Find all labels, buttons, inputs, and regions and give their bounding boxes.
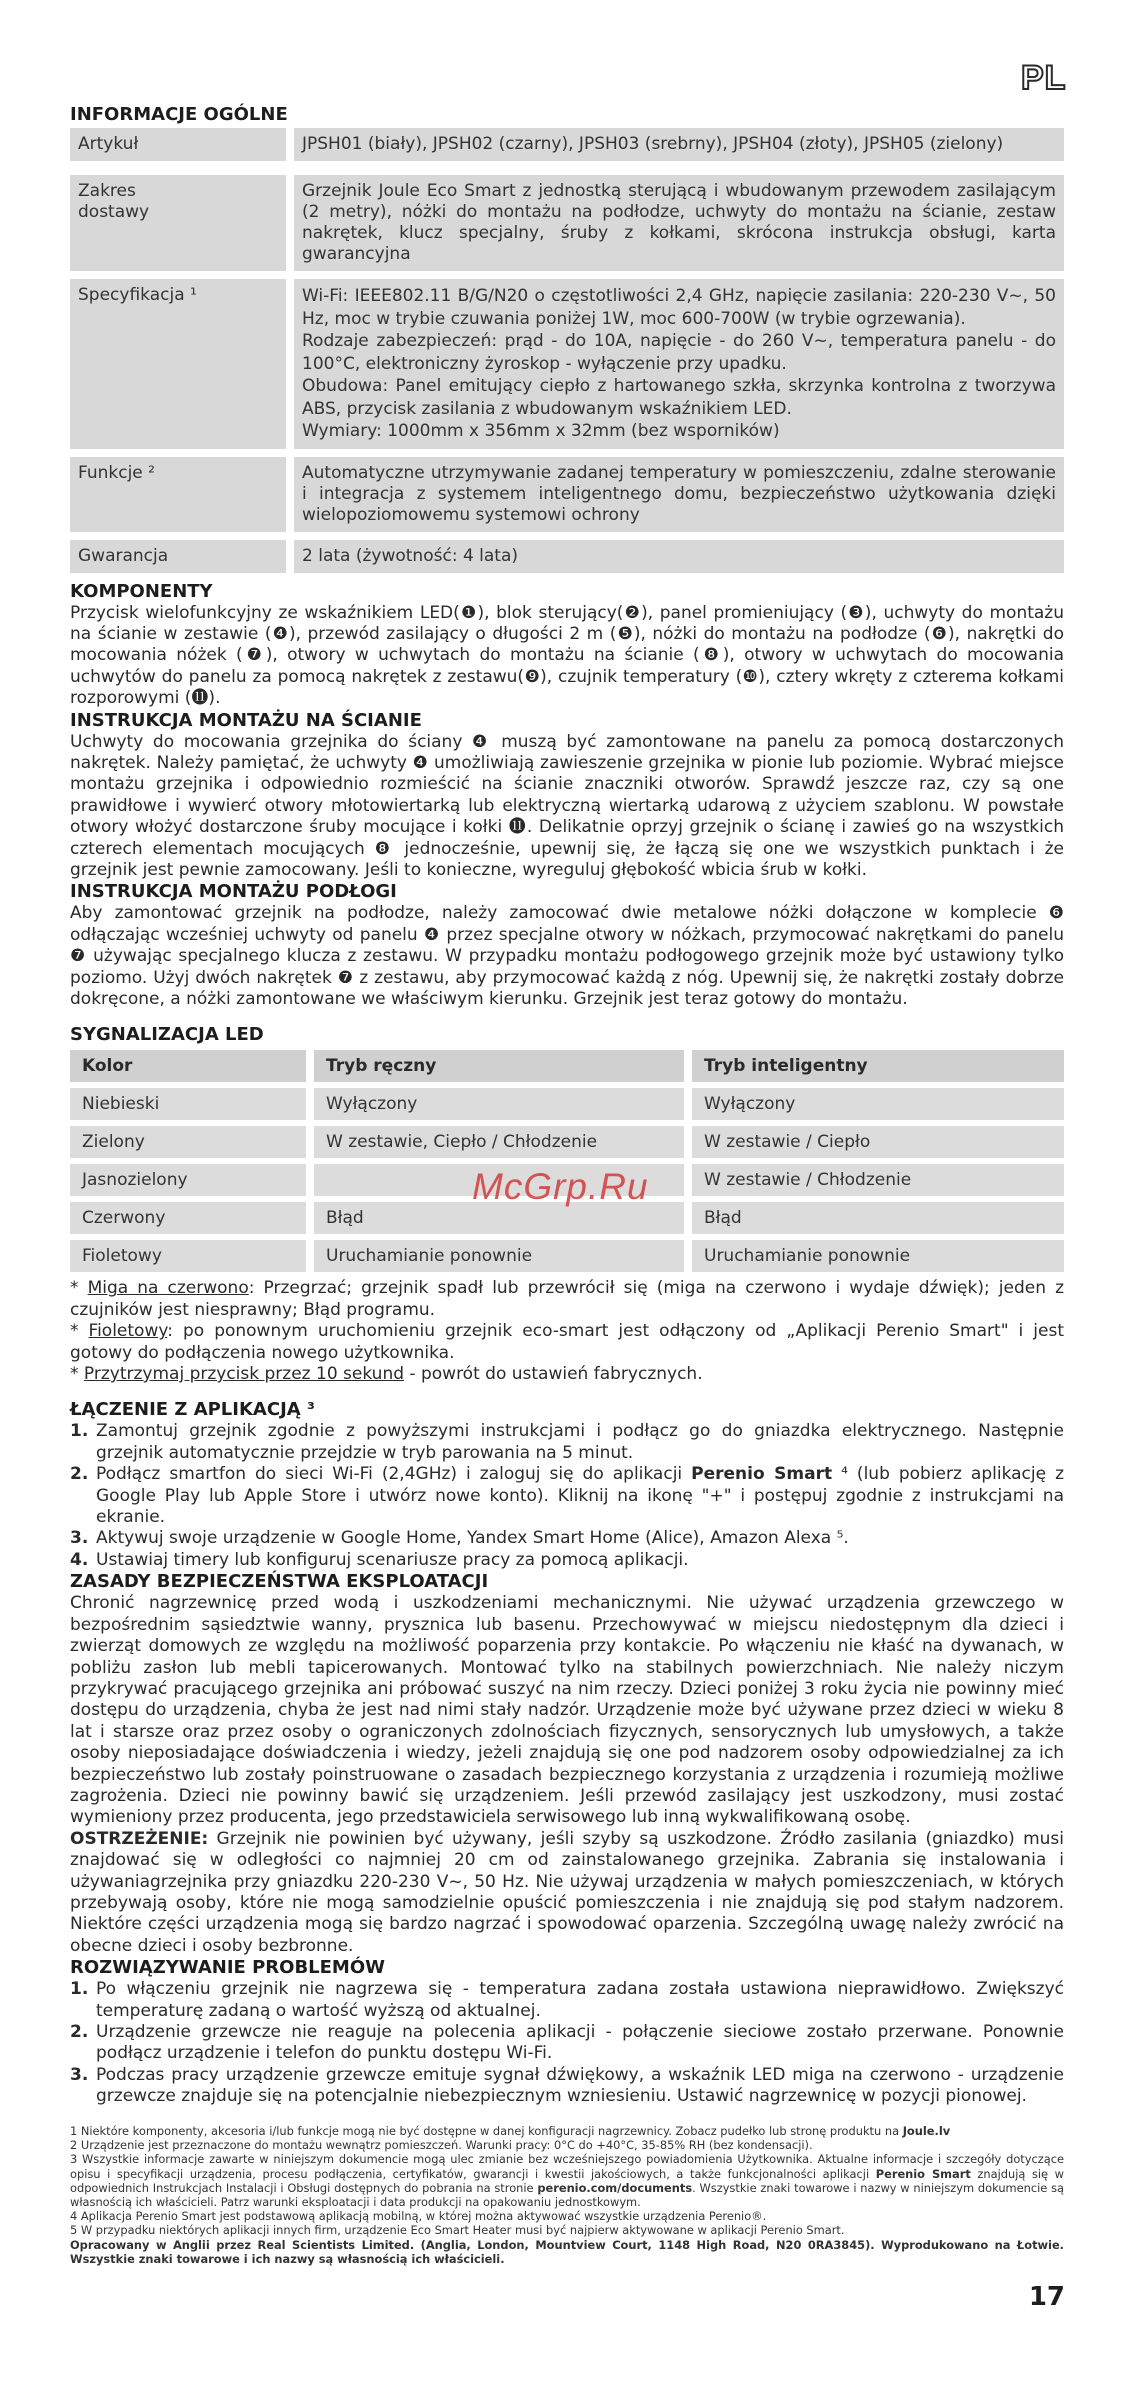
list-item: 2. Podłącz smartfon do sieci Wi-Fi (2,4GHz) i zaloguj się do aplikacji Perenio Smart ⁴ (lub pobierz aplikację z Google Play lub Apple Store i utwórz nowe konto). Kliknij na ikonę "+" i postępuj zgodnie z instrukcjami na ekranie. <box>70 1464 1065 1528</box>
cell-smart: W zestawie / Chłodzenie <box>692 1164 1064 1196</box>
list-item: 2. Urządzenie grzewcze nie reaguje na polecenia aplikacji - połączenie sieciowe zostało przerwane. Ponownie podłącz urządzenie i telefon do punktu dostępu Wi-Fi. <box>70 2022 1064 2064</box>
components-heading: KOMPONENTY <box>70 580 213 602</box>
led-note-reset: * Przytrzymaj przycisk przez 10 sekund - powrót do ustawień fabrycznych. <box>70 1364 703 1385</box>
led-table-header <box>70 1050 1064 1082</box>
info-value: Wi-Fi: IEEE802.11 B/G/N20 o częstotliwości 2,4 GHz, napięcie zasilania: 220-230 V~, 50 Hz, moc w trybie czuwania poniżej 1W, moc 600-700W (w trybie ogrzewania). Rodzaje zabezpieczeń: prąd - do 10A, napięcie - do 260 V~, temperatura panelu - do 100°C, elektroniczny żyroskop - wyłączenie przy upadku. Obudowa: Panel emitujący ciepło z hartowanego szkła, skrzynka kontrolna z tworzywa ABS, przycisk zasilania z wbudowanym wskaźnikiem LED. Wymiary: 1000mm x 356mm x 32mm (bez wsporników) <box>294 279 1064 449</box>
info-value: Automatyczne utrzymywanie zadanej temperatury w pomieszczeniu, zdalne sterowanie i integracja z systemem inteligentnego domu, bezpieczeństwo użytkowania dzięki wielopoziomowemu systemowi ochrony <box>294 457 1064 532</box>
cell-smart: Błąd <box>692 1202 1064 1234</box>
cell-manual: W zestawie, Ciepło / Chłodzenie <box>314 1126 684 1158</box>
info-row-functions <box>70 457 1064 532</box>
table-row <box>70 1126 1064 1158</box>
led-note-red: * Miga na czerwono: Przegrzać; grzejnik spadł lub przewrócił się (miga na czerwono i wydaje dźwięk); jeden z czujników jest niesprawny; Błąd programu. <box>70 1278 1065 1320</box>
cell-manual: Wyłączony <box>314 1088 684 1120</box>
list-item: 1. Po włączeniu grzejnik nie nagrzewa się - temperatura zadana została ustawiona nieprawidłowo. Zwiększyć temperaturę zadaną o wartość wyższą od aktualnej. <box>70 1979 1064 2021</box>
floor-mount-heading: INSTRUKCJA MONTAŻU PODŁOGI <box>70 881 397 903</box>
cell-smart: Wyłączony <box>692 1088 1064 1120</box>
list-item: 1. Zamontuj grzejnik zgodnie z powyższymi instrukcjami i podłącz go do gniazdka elektrycznego. Następnie grzejnik automatycznie przejdzie w tryb parowania na 5 minut. <box>70 1421 1064 1463</box>
components-text: Przycisk wielofunkcyjny ze wskaźnikiem LED(❶), blok sterujący(❷), panel promieniujący (❸), uchwyty do montażu na ścianie w zestawie (❹), przewód zasilający o długości 2 m (❺), nóżki do montażu na podłodze (❻), nakrętki do mocowania nóżek (❼), otwory w uchwytach do montażu na ścianie (❽), otwory w uchwytach do mocowania uchwytów do panelu za pomocą nakrętek z zestawu(❾), czujnik temperatury (❿), cztery wkręty z czterema kołkami rozporowymi (⓫). <box>70 602 1064 709</box>
led-heading: SYGNALIZACJA LED <box>70 1024 264 1046</box>
led-table <box>70 1044 1064 1278</box>
list-item: 3. Aktywuj swoje urządzenie w Google Home, Yandex Smart Home (Alice), Amazon Alexa ⁵. <box>70 1528 849 1549</box>
table-row <box>70 1088 1064 1120</box>
floor-mount-text: Aby zamontować grzejnik na podłodze, należy zamocować dwie metalowe nóżki dołączone w komplecie ❻ odłączając wcześniej uchwyty od panelu ❹ przez specjalne otwory w nóżkach, przymocować nakrętkami do panelu ❼ używając specjalnego klucza z zestawu. W przypadku montażu podłogowego grzejnik może być ustawiony tylko poziomo. Użyj dwóch nakrętek ❼ z zestawu, aby przymocować każdą z nóg. Upewnij się, że nakrętki zostały dobrze dokręcone, a nóżki zamontowane we właściwym kierunku. Grzejnik jest teraz gotowy do montażu. <box>70 903 1064 1009</box>
page-content <box>70 104 1064 2108</box>
info-value: JPSH01 (biały), JPSH02 (czarny), JPSH03 (srebrny), JPSH04 (złoty), JPSH05 (zielony) <box>294 128 1064 161</box>
page-number: 17 <box>1028 2282 1065 2312</box>
app-heading: ŁĄCZENIE Z APLIKACJĄ ³ <box>70 1399 315 1421</box>
cell-color: Fioletowy <box>70 1240 306 1272</box>
info-label: Gwarancja <box>70 540 286 573</box>
cell-smart: Uruchamianie ponownie <box>692 1240 1064 1272</box>
troubleshooting-heading: ROZWIĄZYWANIE PROBLEMÓW <box>70 1957 385 1979</box>
header-manual: Tryb ręczny <box>314 1050 684 1082</box>
wall-mount-heading: INSTRUKCJA MONTAŻU NA ŚCIANIE <box>70 709 422 731</box>
cell-color: Czerwony <box>70 1202 306 1234</box>
info-row-warranty <box>70 540 1064 573</box>
info-label: Artykuł <box>70 128 286 161</box>
manufacturer-note: Opracowany w Anglii przez Real Scientists Limited. (Anglia, London, Mountview Court, 1148 High Road, N20 0RA3845). Wyprodukowano na Łotwie. Wszystkie znaki towarowe i ich nazwy są własnością ich właścicieli. <box>70 2237 1064 2266</box>
troubleshooting-steps <box>70 1979 1064 2107</box>
safety-warning: OSTRZEŻENIE: Grzejnik nie powinien być używany, jeśli szyby są uszkodzone. Źródło zasilania (gniazdko) musi znajdować się w odległości co najmniej 20 cm od zainstalowanego grzejnika. Zabrania się instalowania i używaniagrzejnika przy gniazdku 220-230 V~, 50 Hz. Nie używaj urządzenia w małych pomieszczeniach, w których przebywają osoby, które nie mogą samodzielnie opuścić pomieszczenia i nie znajdują się pod stałym nadzorem. Niektóre części urządzenia mogą się bardzo nagrzać i spowodować oparzenia. Szczególną uwagę należy zwrócić na obecne dzieci i osoby bezbronne. <box>70 1828 1064 1956</box>
footnote-4: 4 Aplikacja Perenio Smart jest podstawową aplikacją mobilną, w której można aktywować wszystkie urządzenia Perenio®. <box>70 2209 767 2224</box>
footnotes <box>70 2124 1064 2266</box>
cell-color: Jasnozielony <box>70 1164 306 1196</box>
safety-text: Chronić nagrzewnicę przed wodą i uszkodzeniami mechanicznymi. Nie używać urządzenia grzewczego w bezpośrednim sąsiedztwie wanny, prysznica lub basenu. Przechowywać w miejscu niedostępnym dla dzieci i zwierząt domowych ze względu na możliwość poparzenia przy kontakcie. Po włączeniu nie kłaść na dywanach, w pobliżu zasłon lub mebli tapicerowanych. Montować tylko na stabilnych powierzchniach. Nie należy niczym przykrywać pracującego grzejnika ani próbować suszyć na nim rzeczy. Dzieci poniżej 3 roku życia nie powinny mieć dostępu do urządzenia, chyba że jest nad nimi stały nadzór. Urządzenie może być używane przez dzieci w wieku 8 lat i starsze oraz przez osoby o ograniczonych zdolnościach fizycznych, sensorycznych lub umysłowych, a także osoby nieposiadające doświadczenia i wiedzy, jeżeli znajdują się one pod nadzorem osoby odpowiedzialnej za ich bezpieczeństwo lub zostały poinstruowane o zasadach bezpiecznego korzystania z urządzenia i rozumieją możliwe zagrożenia. Dzieci nie powinny bawić się urządzeniem. Jeśli przewód zasilający jest uszkodzony, musi zostać wymieniony przez producenta, jego przedstawiciela serwisowego lub inną wykwalifikowaną osobę. <box>70 1593 1064 1828</box>
info-row-scope <box>70 175 1064 271</box>
cell-manual: Błąd <box>314 1202 684 1234</box>
general-info-table <box>70 128 1064 573</box>
app-steps <box>70 1421 1064 1571</box>
info-row-article <box>70 128 1064 161</box>
info-label: Funkcje ² <box>70 457 286 532</box>
header-smart: Tryb inteligentny <box>692 1050 1064 1082</box>
cell-color: Niebieski <box>70 1088 306 1120</box>
header-color: Kolor <box>70 1050 306 1082</box>
footnote-5: 5 W przypadku niektórych aplikacji innych firm, urządzenie Eco Smart Heater musi być najpierw aktywowane w aplikacji Perenio Smart. <box>70 2223 845 2238</box>
info-row-specification <box>70 279 1064 449</box>
info-label: Specyfikacja ¹ <box>70 279 286 449</box>
info-value: Grzejnik Joule Eco Smart z jednostką sterującą i wbudowanym przewodem zasilającym (2 metry), nóżki do montażu na podłodze, uchwyty do montażu na ścianie, zestaw nakrętek, klucz specjalny, śruby z kołkami, skrócona instrukcja obsługi, karta gwarancyjna <box>294 175 1064 271</box>
led-note-purple: * Fioletowy: po ponownym uruchomieniu grzejnik eco-smart jest odłączony od „Aplikacji Perenio Smart" i jest gotowy do podłączenia nowego użytkownika. <box>70 1321 1065 1363</box>
footnote-1: 1 Niektóre komponenty, akcesoria i/lub funkcje mogą nie być dostępne w danej konfiguracji nagrzewnicy. Zobacz pudełko lub stronę produktu na Joule.lv <box>70 2124 951 2138</box>
watermark: McGrp.Ru <box>472 1166 649 1207</box>
table-row <box>70 1240 1064 1272</box>
language-badge: PL <box>1021 59 1067 97</box>
wall-mount-text: Uchwyty do mocowania grzejnika do ściany ❹ muszą być zamontowane na panelu za pomocą dostarczonych nakrętek. Należy pamiętać, że uchwyty ❹ umożliwiają zawieszenie grzejnika w pionie lub poziomie. Wybrać miejsce montażu grzejnika i odpowiednio rozmieścić na ścianie znaczniki otworów. Sprawdź jeszcze raz, czy są one prawidłowe i wywierć otwory młotowiertarką lub elektryczną wiertarką udarową z użyciem szablonu. W powstałe otwory włożyć dostarczone śruby mocujące i kołki ⓫. Delikatnie oprzyj grzejnik o ścianę i zawieś go na wszystkich czterech elementach mocujących ❽ jednocześnie, upewnij się, że łączą się one we wszystkich punktach i że grzejnik jest pewnie zamocowany. Jeśli to konieczne, wyreguluj głębokość wbicia śrub w kołki. <box>70 731 1064 880</box>
cell-color: Zielony <box>70 1126 306 1158</box>
footnote-2: 2 Urządzenie jest przeznaczone do montażu wewnątrz pomieszczeń. Warunki pracy: 0°C do +40°C, 35-85% RH (bez kondensacji). <box>70 2138 813 2153</box>
list-item: 3. Podczas pracy urządzenie grzewcze emituje sygnał dźwiękowy, a wskaźnik LED miga na czerwono - urządzenie grzewcze znajduje się na potencjalnie niebezpiecznym wzniesieniu. Ustawić nagrzewnicę w pozycji pionowej. <box>70 2064 1064 2107</box>
footnote-3: 3 Wszystkie informacje zawarte w niniejszym dokumencie mogą ulec zmianie bez wcześniejszego powiadomienia Użytkownika. Aktualne informacje i szczegóły dotyczące opisu i specyfikacji urządzenia, procesu podłączenia, certyfikatów, gwarancji i kwestii jakościowych, a także funkcjonalności aplikacji Perenio Smart znajdują się w odpowiednich Instrukcjach Instalacji i Obsługi dostępnych do pobrania na stronie perenio.com/documents. Wszystkie znaki towarowe i nazwy w niniejszym dokumencie są własnością ich właścicieli. Patrz warunki eksploatacji i data produkcji na opakowaniu jednostkowym. <box>70 2152 1064 2210</box>
cell-smart: W zestawie / Ciepło <box>692 1126 1064 1158</box>
cell-manual: Uruchamianie ponownie <box>314 1240 684 1272</box>
safety-heading: ZASADY BEZPIECZEŃSTWA EKSPLOATACJI <box>70 1571 489 1593</box>
list-item: 4. Ustawiaj timery lub konfiguruj scenariusze pracy za pomocą aplikacji. <box>70 1549 689 1570</box>
info-label: Zakres dostawy <box>70 175 286 271</box>
general-info-heading: INFORMACJE OGÓLNE <box>70 104 288 125</box>
info-value: 2 lata (żywotność: 4 lata) <box>294 540 1064 573</box>
